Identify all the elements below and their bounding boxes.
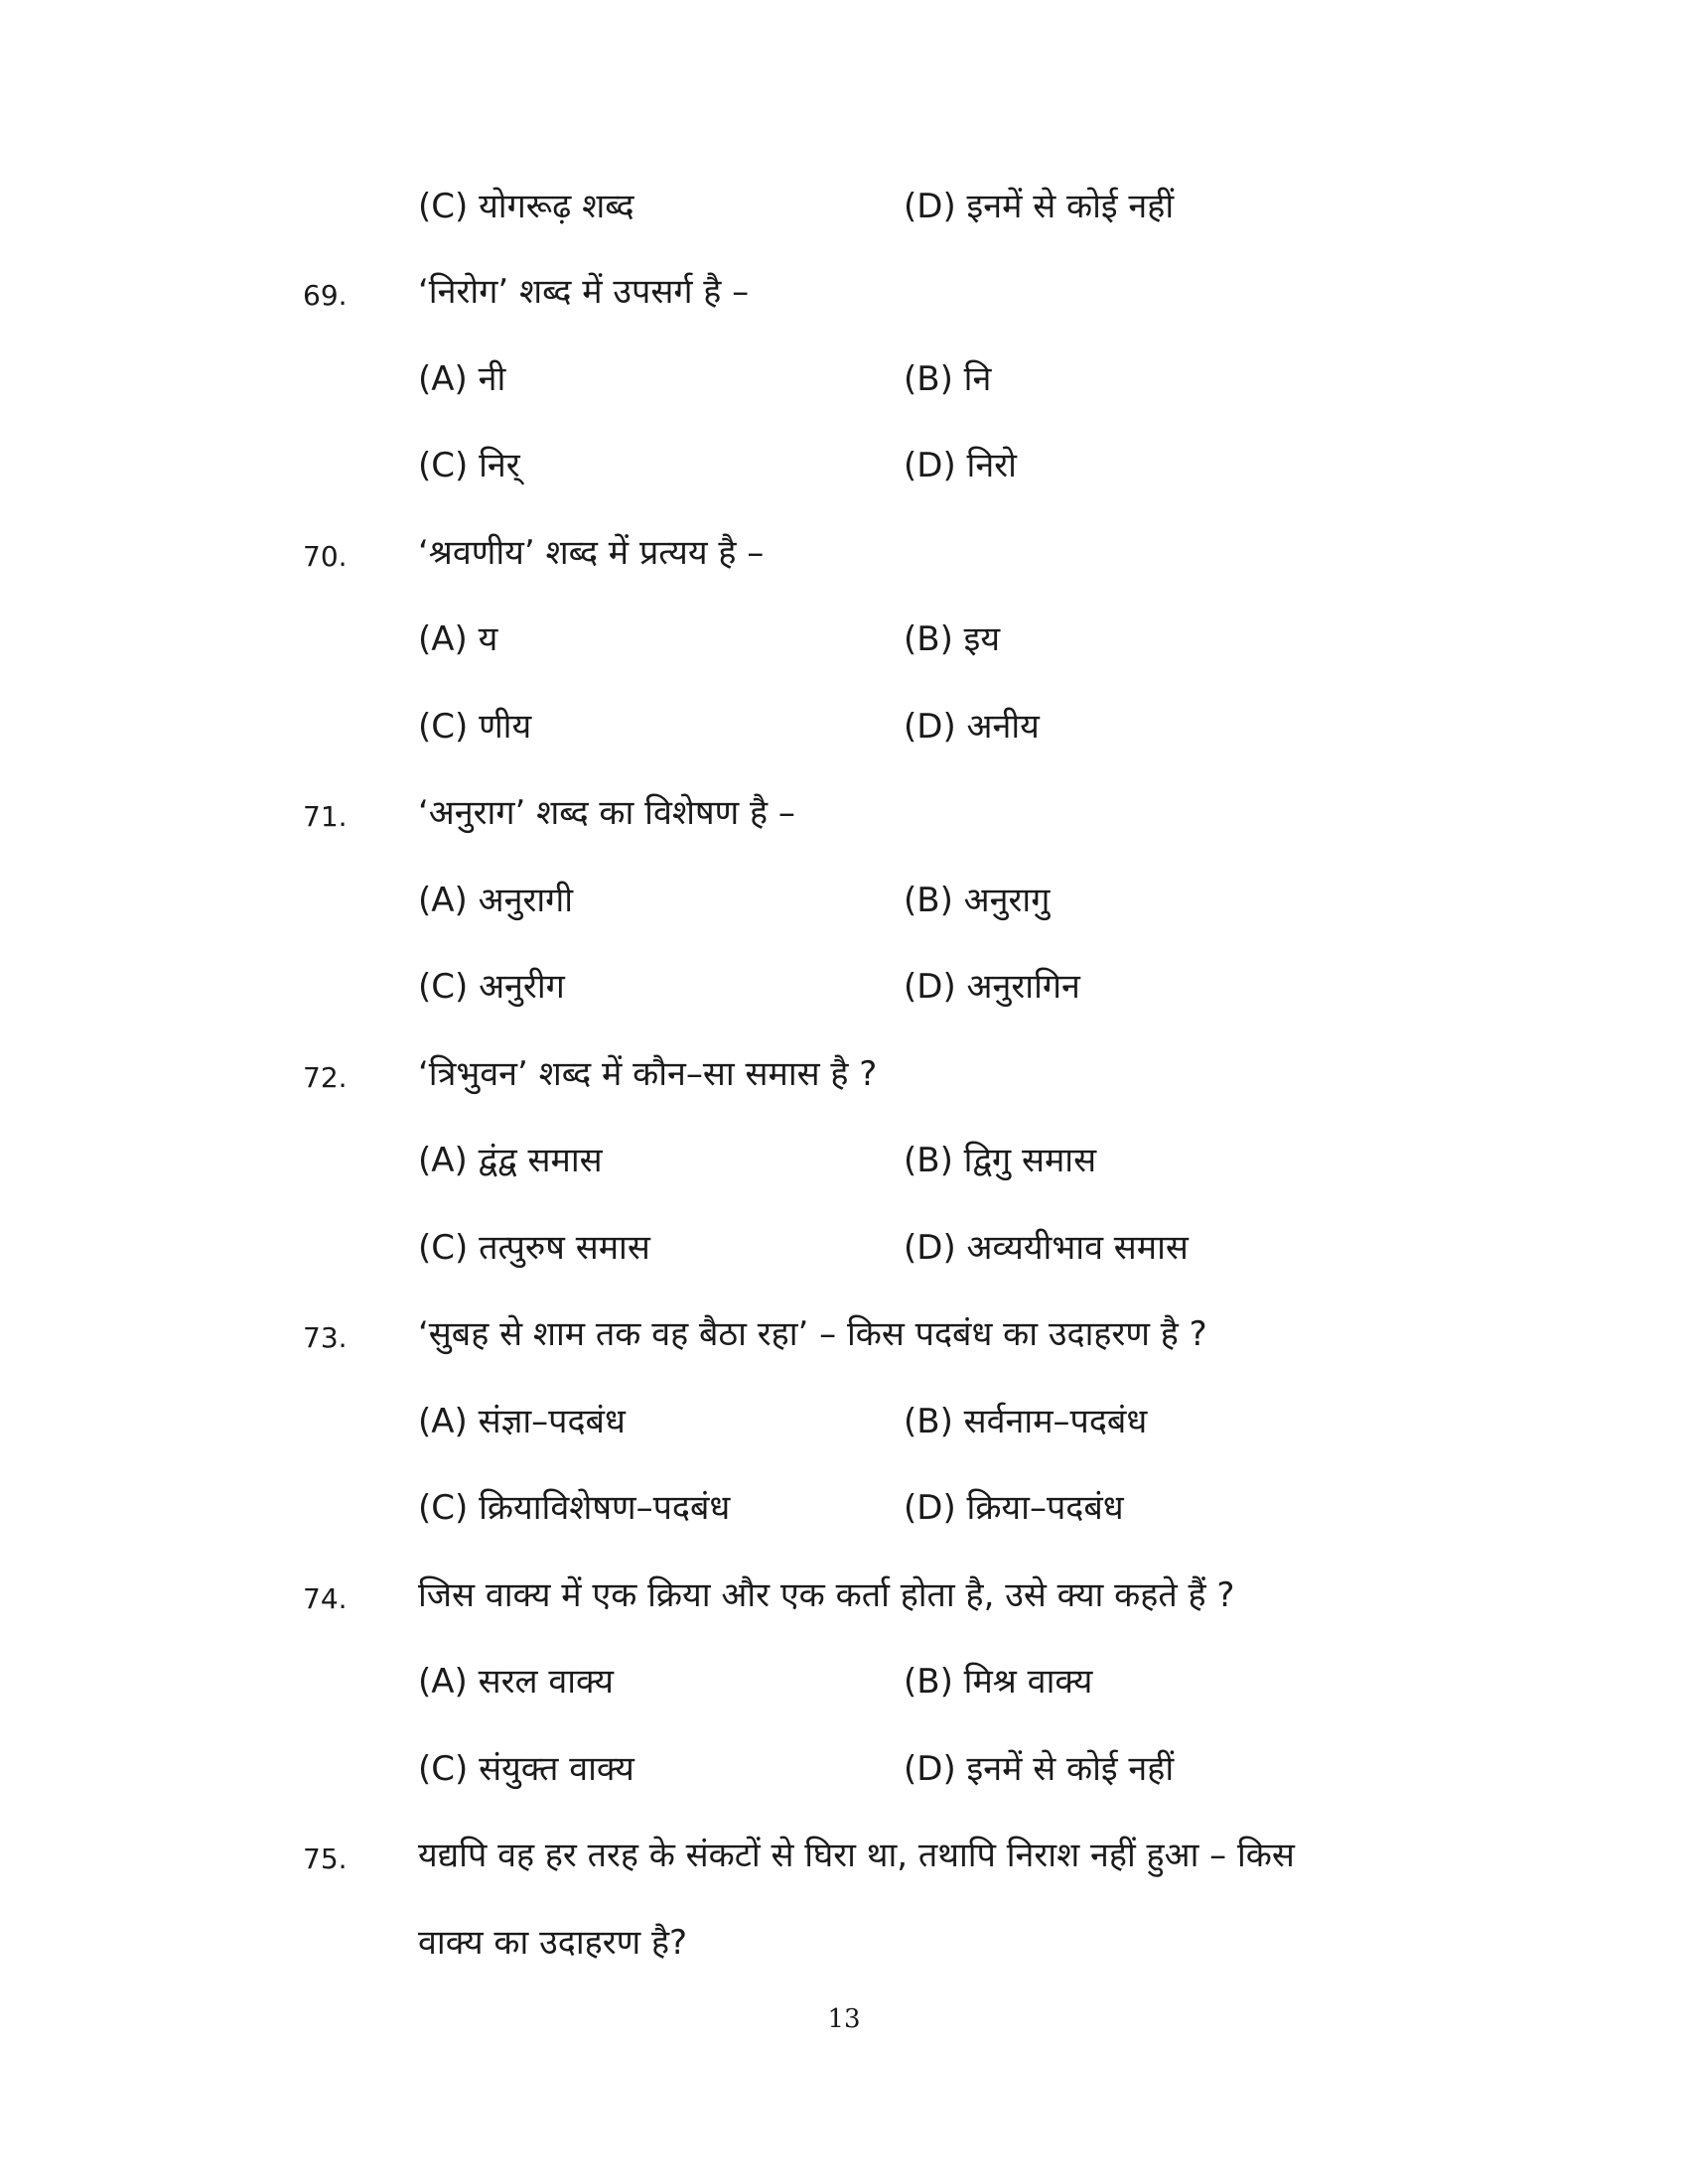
option-c-70: (C) णीय — [418, 707, 532, 747]
question-number-71: 71. — [303, 800, 348, 833]
option-c-69: (C) निर् — [418, 446, 520, 485]
option-c-71: (C) अनुरीग — [418, 967, 565, 1007]
question-number-74: 74. — [303, 1582, 348, 1615]
option-d-72: (D) अव्ययीभाव समास — [904, 1228, 1189, 1268]
option-a-74: (A) सरल वाक्य — [418, 1662, 614, 1702]
question-text-75-line2: वाक्य का उदाहरण है? — [418, 1923, 688, 1963]
option-b-72: (B) द्विगु समास — [904, 1141, 1097, 1180]
option-a-70: (A) य — [418, 619, 498, 659]
option-a-69: (A) नी — [418, 359, 506, 399]
option-b-70: (B) इय — [904, 619, 1001, 659]
option-d-70: (D) अनीय — [904, 707, 1040, 747]
option-a-73: (A) संज्ञा–पदबंध — [418, 1402, 626, 1441]
option-d-74: (D) इनमें से कोई नहीं — [904, 1749, 1175, 1789]
option-a-71: (A) अनुरागी — [418, 881, 574, 920]
option-d-prev: (D) इनमें से कोई नहीं — [904, 187, 1175, 226]
question-number-69: 69. — [303, 279, 348, 312]
option-d-71: (D) अनुरागिन — [904, 967, 1080, 1007]
question-text-71: ‘अनुराग’ शब्द का विशेषण है – — [418, 793, 795, 833]
option-b-71: (B) अनुरागु — [904, 881, 1051, 920]
question-number-73: 73. — [303, 1321, 348, 1354]
page-number: 13 — [827, 2004, 861, 2034]
question-text-69: ‘निरोग’ शब्द में उपसर्ग है – — [418, 272, 750, 312]
option-c-72: (C) तत्पुरुष समास — [418, 1228, 650, 1268]
option-b-74: (B) मिश्र वाक्य — [904, 1662, 1093, 1702]
option-c-74: (C) संयुक्त वाक्य — [418, 1749, 634, 1789]
option-b-73: (B) सर्वनाम–पदबंध — [904, 1402, 1148, 1441]
option-c-prev: (C) योगरूढ़ शब्द — [418, 187, 634, 226]
question-number-70: 70. — [303, 540, 348, 573]
question-text-70: ‘श्रवणीय’ शब्द में प्रत्यय है – — [418, 533, 765, 573]
question-text-73: ‘सुबह से शाम तक वह बैठा रहा’ – किस पदबंध का उदाहरण है ? — [418, 1314, 1207, 1354]
option-a-72: (A) द्वंद्व समास — [418, 1141, 603, 1180]
option-c-73: (C) क्रियाविशेषण–पदबंध — [418, 1488, 731, 1528]
question-number-75: 75. — [303, 1843, 348, 1875]
question-number-72: 72. — [303, 1061, 348, 1094]
question-text-72: ‘त्रिभुवन’ शब्द में कौन–सा समास है ? — [418, 1054, 878, 1094]
option-b-69: (B) नि — [904, 359, 992, 399]
question-text-75-line1: यद्यपि वह हर तरह के संकटों से घिरा था, तथापि निराश नहीं हुआ – किस — [418, 1836, 1295, 1875]
option-d-73: (D) क्रिया–पदबंध — [904, 1488, 1124, 1528]
question-text-74: जिस वाक्य में एक क्रिया और एक कर्ता होता है, उसे क्या कहते हैं ? — [418, 1575, 1235, 1615]
option-d-69: (D) निरो — [904, 446, 1017, 485]
